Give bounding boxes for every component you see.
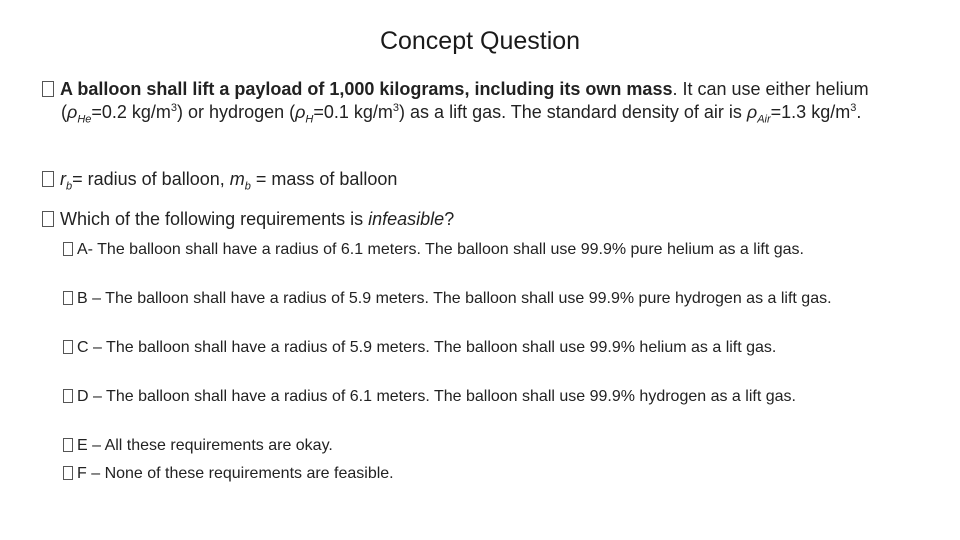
bullet-icon bbox=[42, 81, 54, 97]
sub-bullet-icon bbox=[63, 242, 73, 256]
option-b: B – The balloon shall have a radius of 5.9 meters. The balloon shall use 99.9% pure hydrogen as a lift gas. bbox=[63, 288, 837, 310]
option-d: D – The balloon shall have a radius of 6.1 meters. The balloon shall use 99.9% hydrogen as a lift gas. bbox=[63, 386, 837, 408]
bullet-icon bbox=[42, 211, 54, 227]
sub-bullet-icon bbox=[63, 438, 73, 452]
option-f: F – None of these requirements are feasible. bbox=[63, 463, 837, 485]
option-e: E – All these requirements are okay. bbox=[63, 435, 837, 457]
variable-definitions: $r_b=$ radius of balloon, $m_b$ = mass of balloon bbox=[42, 168, 901, 191]
bullet-icon bbox=[42, 171, 54, 187]
sub-bullet-icon bbox=[63, 389, 73, 403]
sub-bullet-icon bbox=[63, 466, 73, 480]
problem-bold-text: A balloon shall lift a payload of 1,000 kilograms, including its own mass bbox=[60, 79, 673, 99]
slide-title: Concept Question bbox=[379, 27, 581, 55]
sub-bullet-icon bbox=[63, 291, 73, 305]
option-c: C – The balloon shall have a radius of 5.9 meters. The balloon shall use 99.9% helium as a lift gas. bbox=[63, 337, 837, 359]
option-a: A- The balloon shall have a radius of 6.1 meters. The balloon shall use 99.9% pure helium as a lift gas. bbox=[63, 239, 837, 261]
problem-statement: A balloon shall lift a payload of 1,000 kilograms, including its own mass. It can use either helium ($\rho_{He}=0.2$ $kg/m^3$) or hydrogen ($\rho_H=0.1$ $kg/m^3$) as a lift gas. The standard density of air is $\rho_{Air}=1.3$ $kg/m^3$. bbox=[42, 78, 901, 124]
question-prompt: Which of the following requirements is infeasible? bbox=[42, 208, 901, 231]
sub-bullet-icon bbox=[63, 340, 73, 354]
